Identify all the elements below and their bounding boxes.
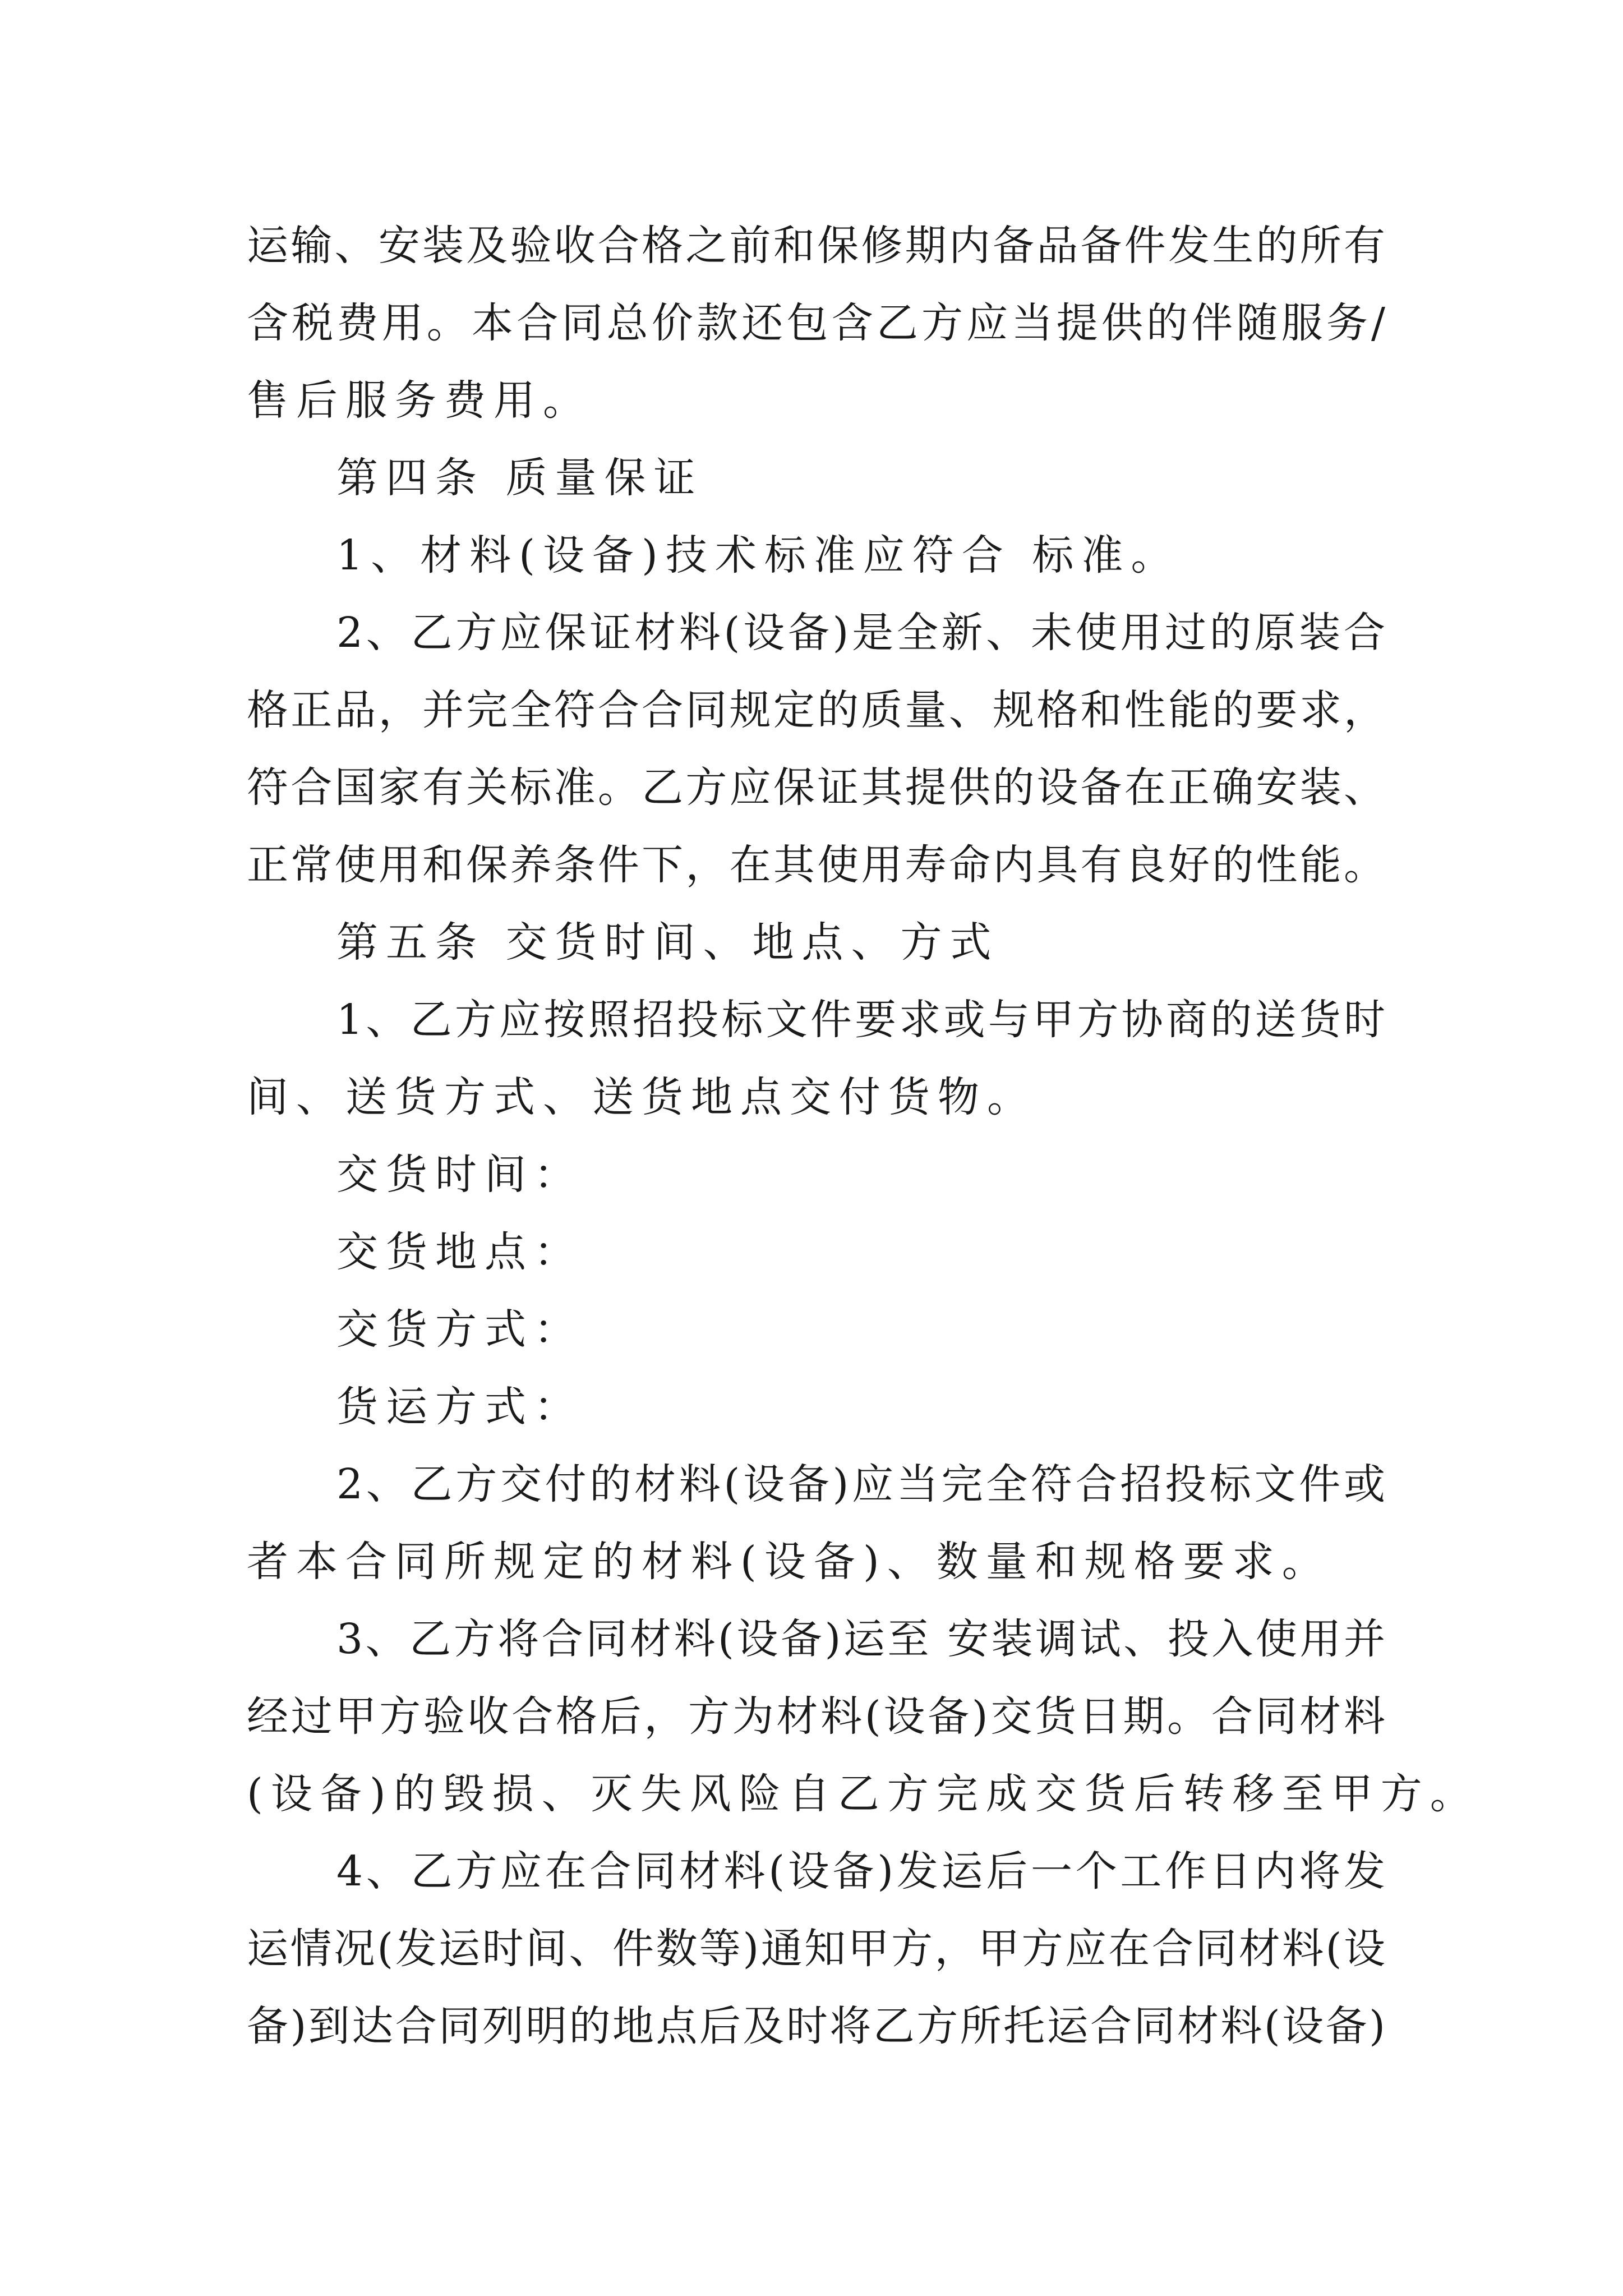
text-line: 1、乙方应按照招投标文件要求或与甲方协商的送货时: [336, 996, 1385, 1044]
text-line: 者本合同所规定的材料(设备)、数量和规格要求。: [247, 1538, 1331, 1586]
text-line: 售后服务费用。: [247, 376, 592, 425]
text-line: 运输、安装及验收合格之前和保修期内备品备件发生的所有: [247, 222, 1385, 270]
text-line: 正常使用和保养条件下，在其使用寿命内具有良好的性能。: [247, 841, 1385, 889]
field-label: 交货方式：: [336, 1305, 583, 1354]
text-line: 运情况(发运时间、件数等)通知甲方，甲方应在合同材料(设: [247, 1925, 1385, 1973]
text-line: 3、乙方将合同材料(设备)运至 安装调试、投入使用并: [336, 1615, 1385, 1663]
text-line: 2、乙方应保证材料(设备)是全新、未使用过的原装合: [336, 609, 1385, 657]
text-line: 备)到达合同列明的地点后及时将乙方所托运合同材料(设备): [247, 2002, 1385, 2050]
text-line: 格正品，并完全符合合同规定的质量、规格和性能的要求，: [247, 686, 1385, 734]
text-line: 经过甲方验收合格后，方为材料(设备)交货日期。合同材料: [247, 1692, 1385, 1741]
text-line: 含税费用。本合同总价款还包含乙方应当提供的伴随服务/: [247, 299, 1385, 347]
text-line: 2、乙方交付的材料(设备)应当完全符合招投标文件或: [336, 1460, 1385, 1508]
section-heading: 第五条 交货时间、地点、方式: [336, 918, 999, 967]
text-line: 符合国家有关标准。乙方应保证其提供的设备在正确安装、: [247, 763, 1385, 812]
text-line: 间、送货方式、送货地点交付货物。: [247, 1073, 1036, 1121]
field-label: 交货时间：: [336, 1151, 583, 1199]
text-line: 1、材料(设备)技术标准应符合 标准。: [336, 531, 1181, 579]
text-line: 4、乙方应在合同材料(设备)发运后一个工作日内将发: [336, 1847, 1385, 1895]
field-label: 交货地点：: [336, 1228, 583, 1276]
text-line: (设备)的毁损、灭失风险自乙方完成交货后转移至甲方。: [247, 1770, 1479, 1818]
field-label: 货运方式：: [336, 1383, 583, 1431]
section-heading: 第四条 质量保证: [336, 454, 703, 502]
